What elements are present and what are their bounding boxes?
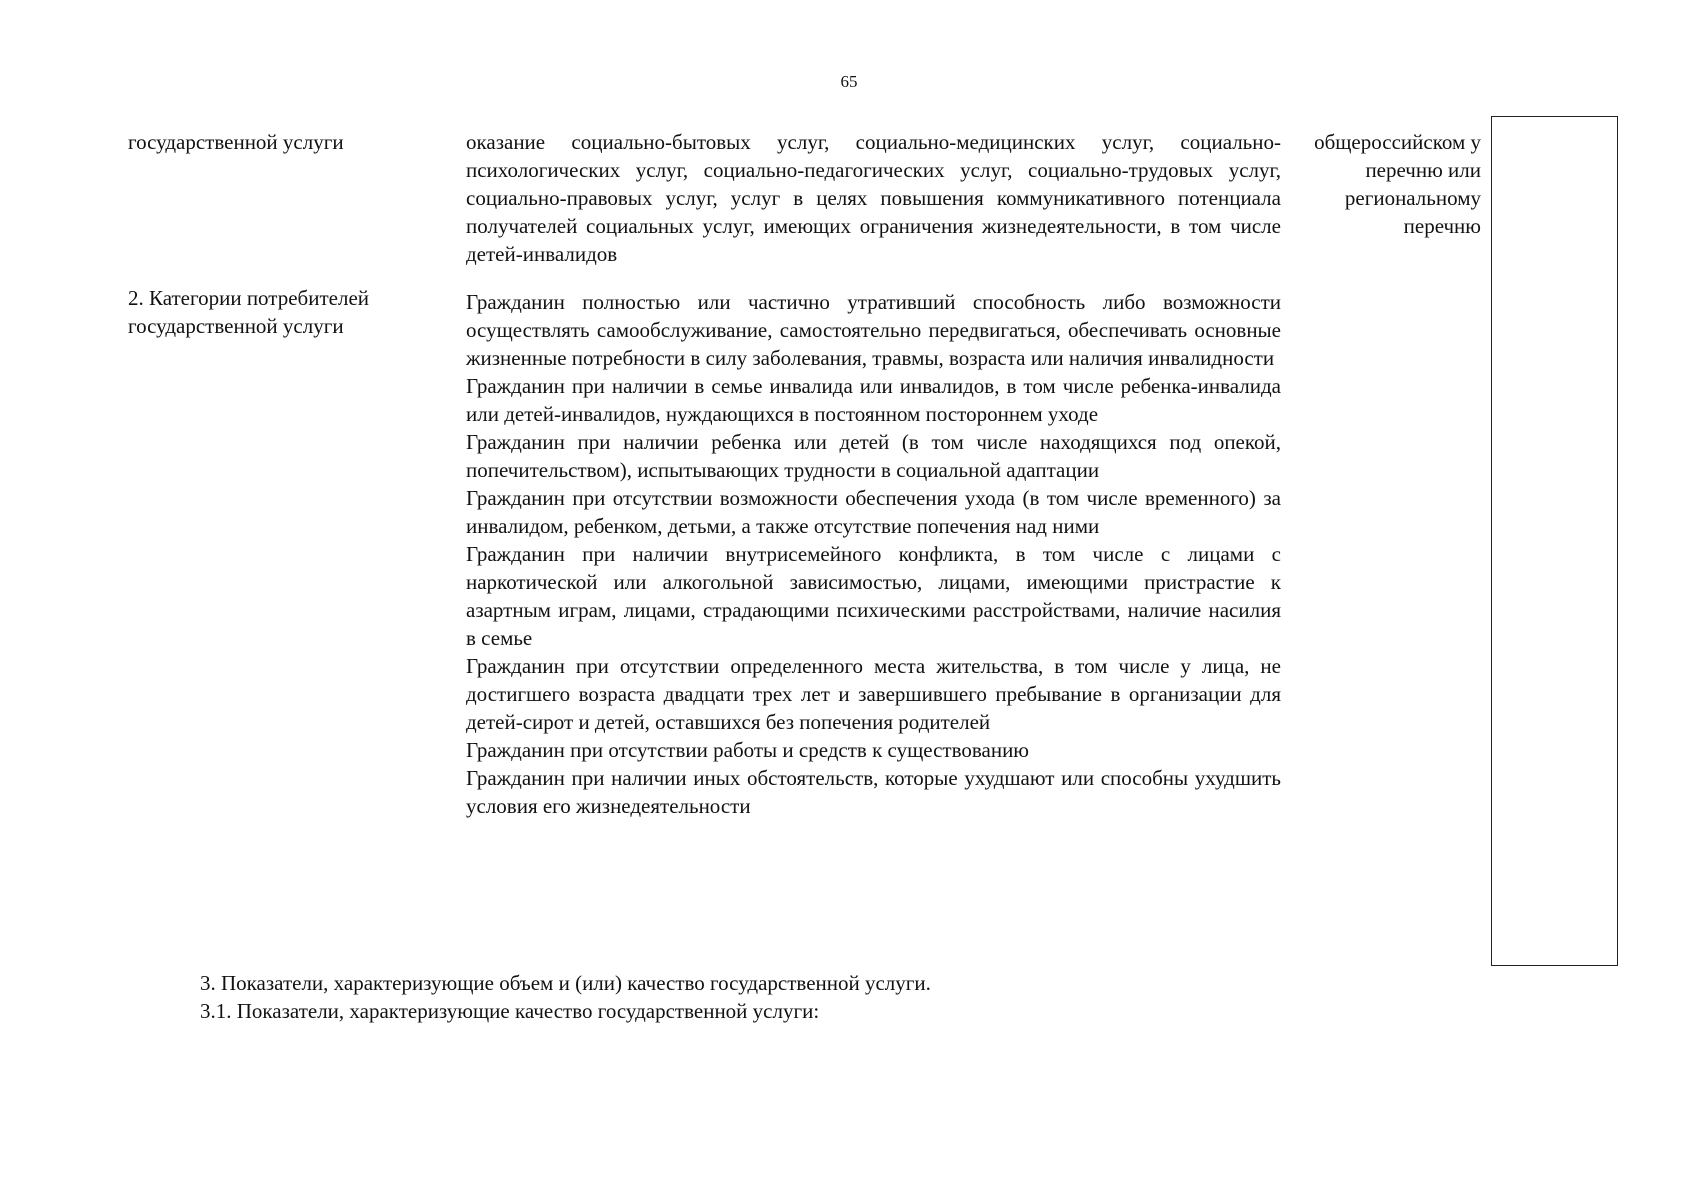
service-name-label: государственной услуги bbox=[128, 130, 344, 154]
category-item: Гражданин при наличии внутрисемейного конфликта, в том числе с лицами с наркотической или алкогольной зависимостью, лицами, имеющими пристрастие к азартным играм, лицами, страдающими психическими расстройствами, наличие насилия в семье bbox=[466, 542, 1281, 650]
page-number: 65 bbox=[840, 72, 858, 91]
category-item: Гражданин при наличии ребенка или детей (в том числе находящихся под опекой, попечительством), испытывающих трудности в социальной адаптации bbox=[466, 430, 1281, 482]
section-3-heading: 3. Показатели, характеризующие объем и (или) качество государственной услуги. bbox=[200, 971, 931, 995]
registry-code-box bbox=[1491, 116, 1618, 966]
category-item: Гражданин при отсутствии работы и средств к существованию bbox=[466, 738, 1029, 762]
section-3-1-heading: 3.1. Показатели, характеризующие качество государственной услуги: bbox=[200, 999, 820, 1023]
category-item: Гражданин при отсутствии определенного места жительства, в том числе у лица, не достигшего возраста двадцати трех лет и завершившего пребывание в организации для детей-сирот и детей, оставшихся без попечения родителей bbox=[466, 654, 1281, 734]
category-item: Гражданин при наличии в семье инвалида или инвалидов, в том числе ребенка-инвалида или детей-инвалидов, нуждающихся в постоянном постороннем уходе bbox=[466, 374, 1281, 426]
service-content-text: оказание социально-бытовых услуг, социально-медицинских услуг, социально-психологических услуг, социально-педагогических услуг, социально-трудовых услуг, социально-правовых услуг, услуг в целях повышения коммуникативного потенциала получателей социальных услуг, имеющих ограничения жизнедеятельности, в том числе детей-инвалидов bbox=[466, 130, 1281, 266]
category-item: Гражданин полностью или частично утративший способность либо возможности осуществлять самообслуживание, самостоятельно передвигаться, обеспечивать основные жизненные потребности в силу заболевания, травмы, возраста или наличия инвалидности bbox=[466, 290, 1281, 370]
consumer-categories-label: 2. Категории потребителей государственной услуги bbox=[128, 286, 369, 338]
registry-note: общероссийском у перечню или региональному перечню bbox=[1314, 130, 1481, 238]
consumer-categories-list bbox=[466, 288, 1281, 820]
category-item: Гражданин при наличии иных обстоятельств, которые ухудшают или способны ухудшить условия его жизнедеятельности bbox=[466, 766, 1281, 818]
category-item: Гражданин при отсутствии возможности обеспечения ухода (в том числе временного) за инвалидом, ребенком, детьми, а также отсутствие попечения над ними bbox=[466, 486, 1281, 538]
